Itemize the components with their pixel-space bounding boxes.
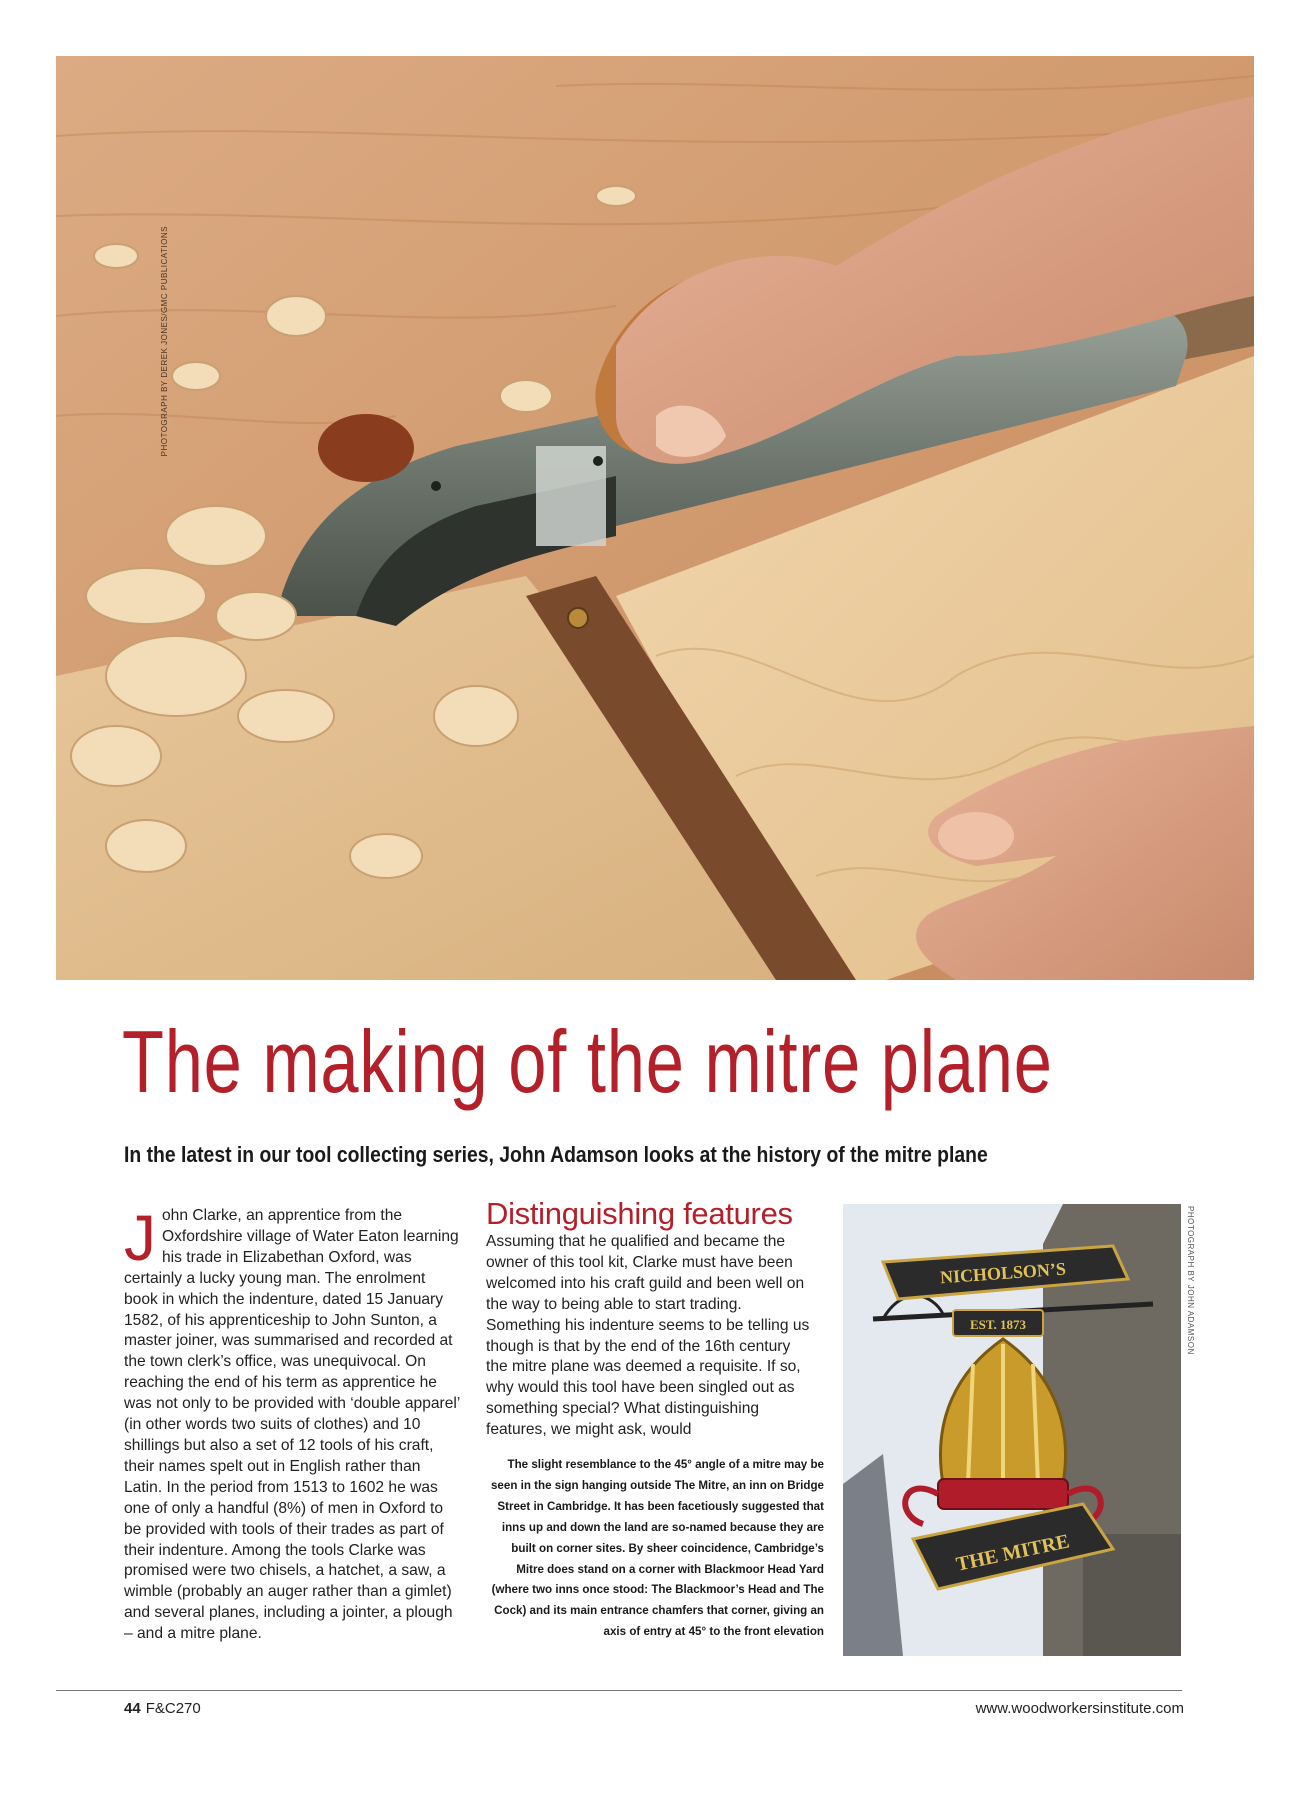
- footer-rule: [56, 1690, 1182, 1691]
- page-folio: [124, 1700, 201, 1717]
- sign-top-text: NICHOLSON’S: [939, 1258, 1067, 1288]
- intro-paragraph: [124, 1202, 460, 1645]
- sign-photo-credit: PHOTOGRAPH BY JOHN ADAMSON: [1186, 1206, 1195, 1355]
- sign-est-text: EST. 1873: [969, 1317, 1027, 1332]
- section-text: Assuming that he qualified and became the owner of this tool kit, Clarke must have been welcomed into his craft guild and been well on the way to being able to start trading. Something his indenture seems to be telling us though is that by the end of the 16th century the mitre plane was deemed a requisite. If so, why would this tool have been singled out as something special? What distinguishing features, we might ask, would: [486, 1233, 810, 1439]
- photo-caption: The slight resemblance to the 45° angle of a mitre may be seen in the sign hanging outside The Mitre, an inn on Bridge Street in Cambridge. It has been facetiously suggested that inns up and down the land are so-named because they are built on corner sites. By sheer coincidence, Cambridge’s Mitre does stand on a corner with Blackmoor Head Yard (where two inns once stood: The Blackmoor’s Head and The Cock) and its main entrance chamfers that corner, giving an axis of entry at 45° to the front elevation: [490, 1458, 824, 1639]
- mitre-base: [938, 1479, 1068, 1509]
- mitre-sign-photo: [843, 1204, 1181, 1656]
- photo-credit: PHOTOGRAPH BY DEREK JONES/GMC PUBLICATIONS: [160, 226, 169, 457]
- plane-rivet: [593, 456, 603, 466]
- hero-photo-illustration: [56, 56, 1254, 980]
- plane-rivet: [431, 481, 441, 491]
- website-link[interactable]: www.woodworkersinstitute.com: [975, 1700, 1184, 1717]
- section-heading: Distinguishing features: [486, 1196, 793, 1231]
- body-column-2: [486, 1196, 816, 1441]
- left-thumb: [938, 812, 1014, 860]
- issue-label: F&C270: [145, 1700, 201, 1717]
- intro-text: ohn Clarke, an apprentice from the Oxfordshire village of Water Eaton learning his trade in Elizabethan Oxford, was certainly a lucky young man. The enrolment book in which the indenture, dated 15 January 1582, of his apprenticeship to John Sunton, a master joiner, was summarised and recorded at the town clerk’s office, was unequivocal. On reaching the end of his term as apprentice he was not only to be provided with ‘double apparel’ (in other words two suits of clothes) and 10 shillings but also a set of 12 tools of his craft, their names spelt out in English rather than Latin. In the period from 1513 to 1602 he was one of only a handful (8%) of men in Oxford to be provided with tools of their trades as part of their indenture. Among the tools Clarke was promised were two chisels, a hatchet, a saw, a wimble (probably an auger rather than a gimlet) and several planes, including a jointer, a plough – and a mitre plane.: [124, 1207, 460, 1643]
- sign-bottom-text: THE MITRE: [954, 1530, 1072, 1576]
- standfirst: In the latest in our tool collecting series, John Adamson looks at the history of the mitre plane: [124, 1142, 988, 1167]
- plane-front-knob: [318, 414, 414, 482]
- page-number: 44: [124, 1700, 141, 1717]
- drop-cap: J: [124, 1202, 156, 1274]
- brass-screw: [568, 608, 588, 628]
- hero-photo: [56, 56, 1254, 980]
- mitre-sign-illustration: [843, 1204, 1181, 1656]
- article-title: The making of the mitre plane: [122, 1012, 1053, 1111]
- body-column-1: [124, 1202, 460, 1645]
